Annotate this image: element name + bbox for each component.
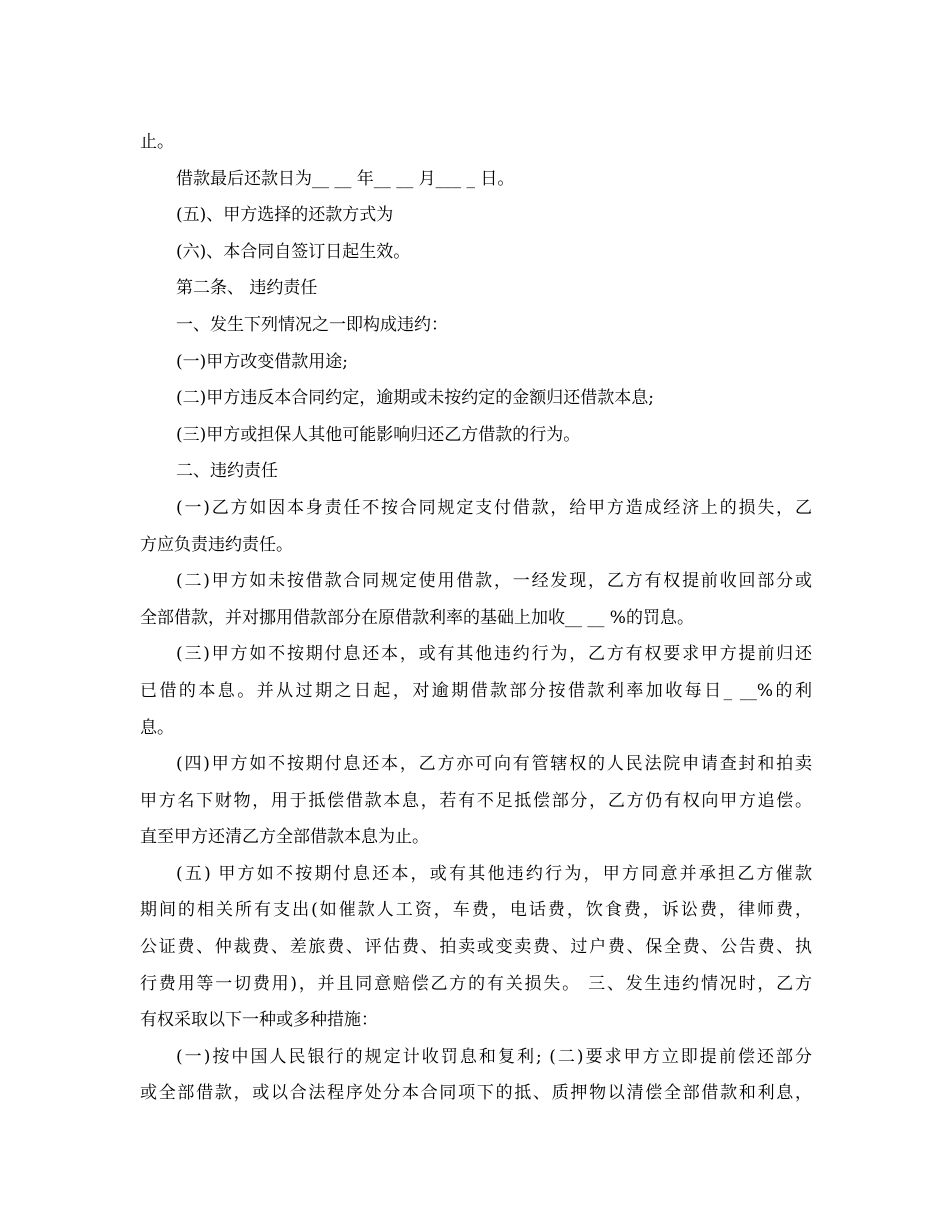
- paragraph-line: (二)甲方违反本合同约定，逾期或未按约定的金额归还借款本息;: [176, 388, 654, 409]
- paragraph-line: 行费用等一切费用)，并且同意赔偿乙方的有关损失。 三、发生违约情况时，乙方: [140, 973, 812, 994]
- paragraph-line: (五)、甲方选择的还款方式为: [176, 205, 394, 226]
- paragraph-line: (四)甲方如不按期付息还本，乙方亦可向有管辖权的人民法院申请查封和拍卖: [176, 754, 812, 775]
- paragraph-line: 已借的本息。并从过期之日起，对逾期借款部分按借款利率加收每日_ __%的利: [140, 680, 812, 701]
- paragraph-line: 一、发生下列情况之一即构成违约：: [176, 314, 448, 335]
- paragraph-line: 有权采取以下一种或多种措施：: [140, 1010, 378, 1031]
- paragraph-line: 二、违约责任: [176, 461, 278, 482]
- paragraph-line: (一)按中国人民银行的规定计收罚息和复利; (二)要求甲方立即提前偿还部分: [176, 1046, 812, 1067]
- paragraph-line: (一)乙方如因本身责任不按合同规定支付借款，给甲方造成经济上的损失，乙: [176, 497, 812, 518]
- paragraph-line: 期间的相关所有支出(如催款人工资，车费，电话费，饮食费，诉讼费，律师费，: [140, 900, 812, 921]
- paragraph-line: (三)甲方如不按期付息还本，或有其他违约行为，乙方有权要求甲方提前归还: [176, 644, 812, 665]
- paragraph-line: 借款最后还款日为__ __ 年__ __ 月___ _ 日。: [176, 168, 515, 189]
- paragraph-line: 公证费、仲裁费、差旅费、评估费、拍卖或变卖费、过户费、保全费、公告费、执: [140, 937, 812, 958]
- document-page: [140, 124, 812, 1112]
- paragraph-line: 方应负责违约责任。: [140, 534, 293, 555]
- paragraph-line: (二)甲方如未按借款合同规定使用借款，一经发现，乙方有权提前收回部分或: [176, 571, 812, 592]
- paragraph-line: (一)甲方改变借款用途;: [176, 351, 348, 372]
- paragraph-line: (三)甲方或担保人其他可能影响归还乙方借款的行为。: [176, 424, 581, 445]
- paragraph-line: 止。: [140, 132, 174, 152]
- paragraph-line: 直至甲方还清乙方全部借款本息为止。: [140, 827, 429, 848]
- paragraph-line: (五) 甲方如不按期付息还本，或有其他违约行为，甲方同意并承担乙方催款: [176, 863, 812, 884]
- paragraph-line: 全部借款，并对挪用借款部分在原借款利率的基础上加收__ __ %的罚息。: [140, 607, 694, 628]
- section-heading: 第二条、 违约责任: [176, 278, 318, 299]
- paragraph-line: 或全部借款，或以合法程序处分本合同项下的抵、质押物以清偿全部借款和利息，: [140, 1083, 812, 1104]
- paragraph-line: 息。: [140, 717, 174, 738]
- paragraph-line: (六)、本合同自签订日起生效。: [176, 241, 411, 262]
- paragraph-line: 甲方名下财物，用于抵偿借款本息，若有不足抵偿部分，乙方仍有权向甲方追偿。: [140, 790, 812, 811]
